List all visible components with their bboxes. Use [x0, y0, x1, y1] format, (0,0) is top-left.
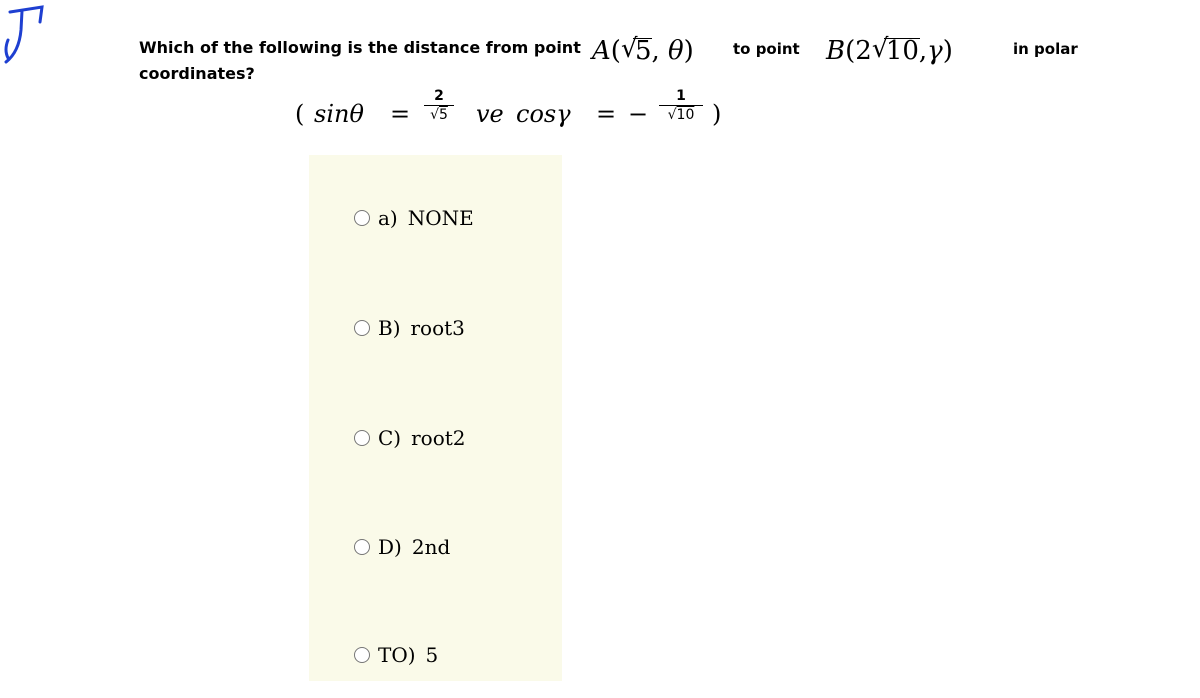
sqrt-10: √ 10	[871, 34, 919, 66]
question-text: Which of the following is the distance from point	[139, 38, 581, 57]
answer-panel	[309, 155, 562, 681]
option-e[interactable]	[354, 643, 438, 667]
sin-label: sinθ	[314, 100, 364, 128]
point-b: B(2 √ 10,γ)	[826, 34, 953, 66]
to-point-text: to point	[733, 40, 800, 58]
option-label: 5	[425, 643, 439, 667]
radio-button[interactable]	[354, 539, 370, 555]
minus-sign: −	[628, 100, 649, 128]
connector-ve: ve	[476, 100, 504, 128]
option-label: root2	[411, 426, 466, 450]
question-text-2: coordinates?	[139, 64, 255, 83]
radio-button[interactable]	[354, 430, 370, 446]
option-letter: C)	[378, 426, 402, 450]
option-letter: TO)	[378, 643, 416, 667]
option-letter: a)	[378, 206, 398, 230]
radio-button[interactable]	[354, 647, 370, 663]
equals-2: =	[596, 100, 617, 128]
option-b[interactable]	[354, 316, 465, 340]
option-d[interactable]	[354, 535, 450, 559]
fraction-2-sqrt5: 2 √5	[424, 88, 454, 123]
option-label: 2nd	[411, 535, 451, 559]
radio-button[interactable]	[354, 320, 370, 336]
cos-label: cosγ	[516, 100, 571, 128]
point-a-label: A	[592, 36, 611, 66]
radio-button[interactable]	[354, 210, 370, 226]
in-polar-text: in polar	[1013, 40, 1078, 58]
givens-open: (	[295, 100, 305, 128]
logo-icon	[0, 0, 50, 70]
option-label: NONE	[407, 206, 474, 230]
option-a[interactable]	[354, 206, 474, 230]
option-c[interactable]	[354, 426, 466, 450]
option-label: root3	[410, 316, 465, 340]
option-letter: D)	[378, 535, 402, 559]
fraction-1-sqrt10: 1 √10	[659, 88, 703, 123]
givens-close: )	[712, 100, 722, 128]
option-letter: B)	[378, 316, 401, 340]
point-b-label: B	[826, 36, 846, 66]
sqrt-5: √ 5	[620, 34, 652, 66]
point-a: A( √ 5, θ)	[592, 34, 694, 66]
equals-1: =	[390, 100, 411, 128]
